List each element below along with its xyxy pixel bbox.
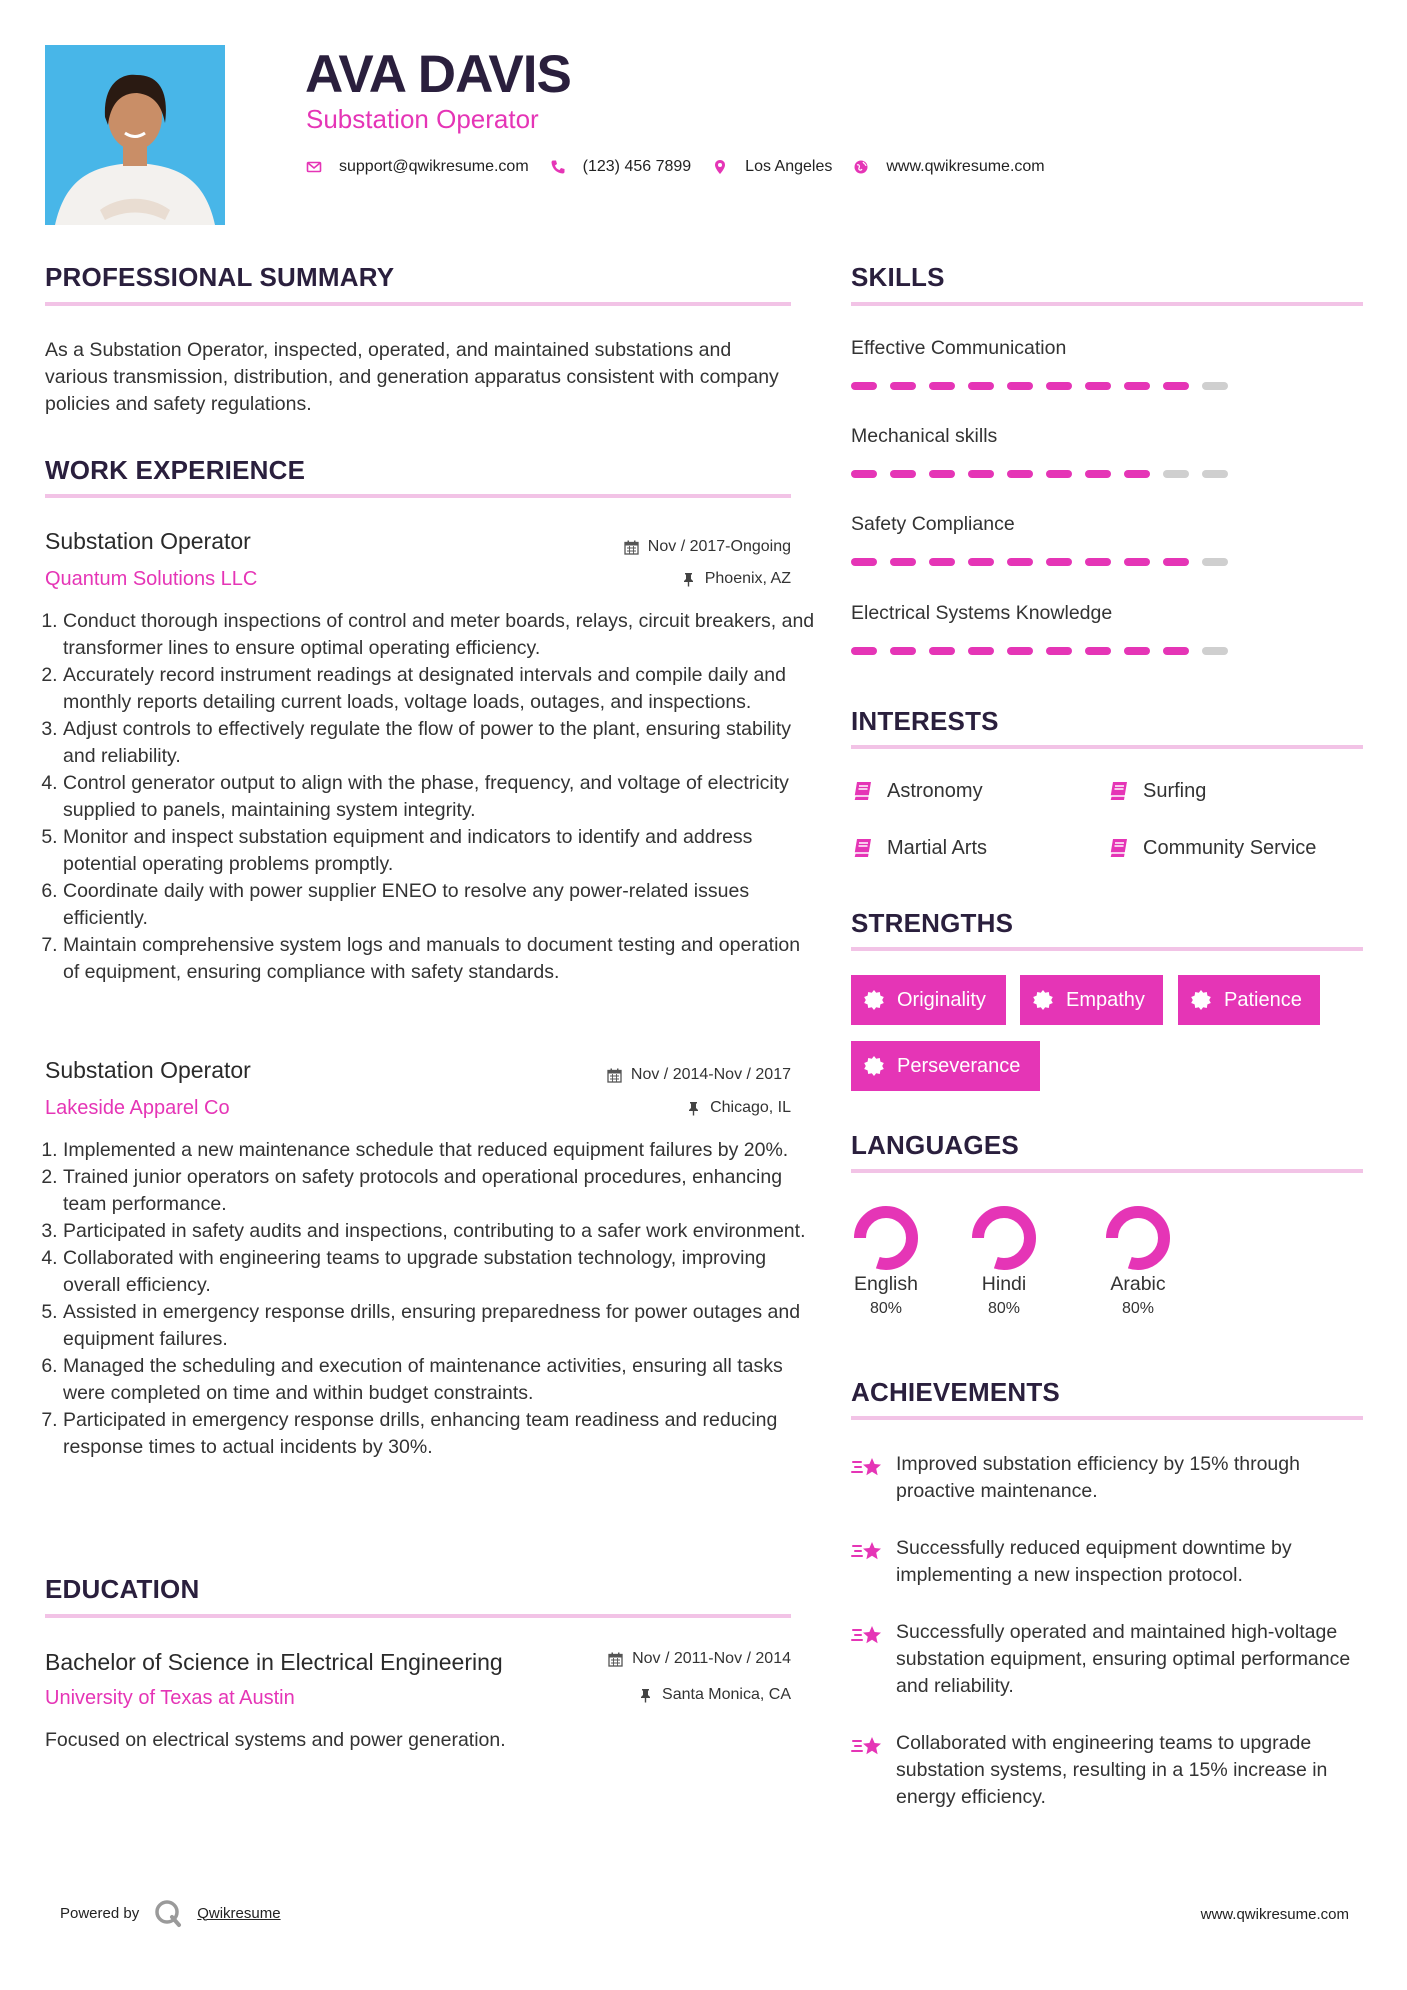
interest-label: Martial Arts bbox=[887, 836, 988, 859]
qwikresume-link[interactable]: Qwikresume bbox=[197, 1904, 281, 1922]
achievement-text: Collaborated with engineering teams to upgrade substation systems, resulting in a 15% increase in energy efficiency. bbox=[896, 1732, 1328, 1808]
interest-item bbox=[1107, 779, 1206, 803]
skill-item bbox=[851, 425, 1241, 478]
strength-label: Patience bbox=[1224, 988, 1302, 1011]
skill-dot-filled bbox=[1085, 470, 1111, 478]
contact-website[interactable] bbox=[852, 158, 1044, 176]
pushpin-icon bbox=[681, 572, 696, 587]
skill-dot-filled bbox=[968, 470, 994, 478]
duty-item: 2. Trained junior operators on safety protocols and operational procedures, enhancing team performance. bbox=[63, 1164, 815, 1218]
strengths-divider bbox=[851, 947, 1363, 951]
duty-item: 7. Maintain comprehensive system logs and manuals to document testing and operation of equipment, ensuring compliance with safety standards. bbox=[63, 932, 815, 986]
language-name: Arabic bbox=[1110, 1273, 1166, 1295]
language-percent: 80% bbox=[869, 1300, 903, 1317]
job-duties-list bbox=[40, 608, 815, 986]
skill-dot-filled bbox=[890, 558, 916, 566]
education-heading: EDUCATION bbox=[45, 1574, 200, 1604]
shooting-star-icon bbox=[851, 1621, 885, 1651]
education-location-text: Santa Monica, CA bbox=[662, 1686, 791, 1703]
phone-icon bbox=[549, 158, 567, 176]
achievement-text: Successfully reduced equipment downtime by implementing a new inspection protocol. bbox=[896, 1537, 1292, 1586]
calendar-icon bbox=[624, 540, 639, 555]
powered-by-label: Powered by bbox=[60, 1904, 140, 1922]
school-name: University of Texas at Austin bbox=[45, 1687, 295, 1709]
job-company: Quantum Solutions LLC bbox=[45, 568, 258, 590]
contact-location bbox=[711, 158, 832, 176]
duty-item: 1. Conduct thorough inspections of control and meter boards, relays, circuit breakers, and transformer lines to ensure optimal operating efficiency. bbox=[63, 608, 815, 662]
language-name: Hindi bbox=[981, 1273, 1027, 1295]
job-dates bbox=[624, 538, 791, 556]
duty-item: 2. Accurately record instrument readings at designated intervals and compile daily and monthly reports detailing current loads, voltage loads, outages, and inspections. bbox=[63, 662, 815, 716]
skills-heading: SKILLS bbox=[851, 262, 945, 292]
globe-icon bbox=[852, 158, 870, 176]
duty-item: 6. Coordinate daily with power supplier ENEO to resolve any power-related issues efficiently. bbox=[63, 878, 815, 932]
skill-dot-filled bbox=[929, 382, 955, 390]
job-location-text: Chicago, IL bbox=[710, 1099, 791, 1116]
summary-divider bbox=[45, 302, 791, 306]
degree-title: Bachelor of Science in Electrical Engineering bbox=[45, 1649, 503, 1675]
skill-dot-filled bbox=[1085, 382, 1111, 390]
book-icon bbox=[851, 779, 875, 803]
language-percent: 80% bbox=[987, 1300, 1021, 1317]
language-progress-ring bbox=[851, 1203, 921, 1273]
skill-dot-filled bbox=[851, 470, 877, 478]
skill-item bbox=[851, 337, 1241, 390]
badge-seal-icon bbox=[863, 989, 885, 1011]
job-company: Lakeside Apparel Co bbox=[45, 1097, 230, 1119]
achievement-text: Successfully operated and maintained high-voltage substation equipment, ensuring optimal performance and reliability. bbox=[896, 1621, 1351, 1697]
candidate-title: Substation Operator bbox=[306, 104, 539, 134]
duty-item: 6. Managed the scheduling and execution of maintenance activities, ensuring all tasks were completed on time and within budget constraints. bbox=[63, 1353, 815, 1407]
strength-label: Perseverance bbox=[897, 1054, 1021, 1077]
strengths-heading: STRENGTHS bbox=[851, 908, 1014, 938]
summary-text: As a Substation Operator, inspected, operated, and maintained substations and various transmission, distribution, and generation apparatus consistent with company policies and safety regulations. bbox=[45, 339, 779, 415]
badge-seal-icon bbox=[863, 1055, 885, 1077]
achievement-item bbox=[851, 1730, 1371, 1811]
skills-divider bbox=[851, 302, 1363, 306]
interest-label: Community Service bbox=[1143, 836, 1317, 859]
job-dates-text: Nov / 2014-Nov / 2017 bbox=[630, 1066, 791, 1083]
job-dates-text: Nov / 2017-Ongoing bbox=[647, 538, 791, 555]
contact-bar bbox=[305, 158, 1065, 176]
skill-dot-filled bbox=[1163, 558, 1189, 566]
candidate-name: AVA DAVIS bbox=[305, 45, 571, 104]
skill-dot-filled bbox=[929, 647, 955, 655]
skill-dot-empty bbox=[1163, 470, 1189, 478]
skill-dot-filled bbox=[1007, 382, 1033, 390]
job-dates bbox=[607, 1066, 791, 1084]
achievement-item bbox=[851, 1619, 1371, 1700]
skill-rating bbox=[851, 558, 1241, 566]
skill-dot-filled bbox=[1124, 470, 1150, 478]
skill-dot-filled bbox=[1163, 382, 1189, 390]
contact-phone-text: (123) 456 7899 bbox=[582, 158, 692, 175]
skill-dot-filled bbox=[1046, 647, 1072, 655]
skill-dot-filled bbox=[929, 558, 955, 566]
interest-item bbox=[851, 836, 987, 860]
contact-location-text: Los Angeles bbox=[745, 158, 833, 175]
book-icon bbox=[1107, 836, 1131, 860]
language-item bbox=[944, 1203, 1064, 1318]
skill-name: Electrical Systems Knowledge bbox=[851, 602, 1113, 624]
job-location-text: Phoenix, AZ bbox=[704, 570, 791, 587]
skill-dot-filled bbox=[1007, 647, 1033, 655]
skill-item bbox=[851, 513, 1241, 566]
skill-dot-filled bbox=[851, 382, 877, 390]
duty-item: 7. Participated in emergency response drills, enhancing team readiness and reducing response times to actual incidents by 30%. bbox=[63, 1407, 815, 1461]
interests-heading: INTERESTS bbox=[851, 706, 999, 736]
skill-name: Safety Compliance bbox=[851, 513, 1015, 535]
qwikresume-logo-icon bbox=[153, 1898, 183, 1928]
skill-dot-filled bbox=[890, 382, 916, 390]
education-location bbox=[638, 1686, 791, 1704]
job-duties-list bbox=[40, 1137, 815, 1461]
language-progress-ring bbox=[969, 1203, 1039, 1273]
education-dates bbox=[608, 1650, 791, 1668]
languages-heading: LANGUAGES bbox=[851, 1130, 1019, 1160]
skill-dot-filled bbox=[851, 647, 877, 655]
language-progress-arc bbox=[860, 1212, 912, 1264]
achievement-item bbox=[851, 1535, 1371, 1589]
achievement-item bbox=[851, 1451, 1371, 1505]
job-location bbox=[686, 1099, 791, 1117]
skill-dot-filled bbox=[1007, 470, 1033, 478]
shooting-star-icon bbox=[851, 1732, 885, 1762]
language-progress-arc bbox=[1112, 1212, 1164, 1264]
skill-dot-filled bbox=[851, 558, 877, 566]
skill-dot-empty bbox=[1202, 382, 1228, 390]
skill-dot-filled bbox=[1046, 558, 1072, 566]
skill-dot-filled bbox=[1124, 558, 1150, 566]
mail-icon bbox=[305, 158, 323, 176]
job-role: Substation Operator bbox=[45, 528, 251, 554]
shooting-star-icon bbox=[851, 1537, 885, 1567]
duty-item: 5. Monitor and inspect substation equipment and indicators to identify and address potential operating problems promptly. bbox=[63, 824, 815, 878]
skill-dot-filled bbox=[890, 470, 916, 478]
skill-dot-filled bbox=[1163, 647, 1189, 655]
languages-divider bbox=[851, 1169, 1363, 1173]
skill-dot-empty bbox=[1202, 470, 1228, 478]
skill-dot-filled bbox=[929, 470, 955, 478]
interests-divider bbox=[851, 745, 1363, 749]
strength-badge bbox=[851, 1041, 1040, 1091]
language-progress-arc bbox=[978, 1212, 1030, 1264]
job-role: Substation Operator bbox=[45, 1057, 251, 1083]
duty-item: 4. Collaborated with engineering teams to upgrade substation technology, improving overall efficiency. bbox=[63, 1245, 815, 1299]
job-location bbox=[681, 570, 791, 588]
education-divider bbox=[45, 1614, 791, 1618]
shooting-star-icon bbox=[851, 1453, 885, 1483]
language-name: English bbox=[854, 1273, 918, 1295]
book-icon bbox=[1107, 779, 1131, 803]
skill-rating bbox=[851, 382, 1241, 390]
interest-label: Astronomy bbox=[887, 779, 983, 802]
skill-name: Mechanical skills bbox=[851, 425, 998, 447]
skill-dot-filled bbox=[1085, 558, 1111, 566]
skill-rating bbox=[851, 647, 1241, 655]
location-pin-icon bbox=[711, 158, 729, 176]
language-percent: 80% bbox=[1121, 1300, 1155, 1317]
skill-dot-filled bbox=[1085, 647, 1111, 655]
book-icon bbox=[851, 836, 875, 860]
contact-email[interactable] bbox=[305, 158, 529, 176]
education-dates-text: Nov / 2011-Nov / 2014 bbox=[632, 1650, 791, 1667]
contact-website-text: www.qwikresume.com bbox=[886, 158, 1045, 175]
interest-item bbox=[851, 779, 983, 803]
language-item bbox=[826, 1203, 946, 1318]
calendar-icon bbox=[608, 1652, 623, 1667]
duty-item: 1. Implemented a new maintenance schedule that reduced equipment failures by 20%. bbox=[63, 1137, 815, 1164]
strength-label: Empathy bbox=[1066, 988, 1145, 1011]
skill-dot-filled bbox=[968, 558, 994, 566]
contact-phone[interactable] bbox=[549, 158, 692, 176]
skill-dot-filled bbox=[968, 647, 994, 655]
skill-dot-empty bbox=[1202, 647, 1228, 655]
footer-url[interactable]: www.qwikresume.com bbox=[1200, 1906, 1349, 1923]
skill-dot-filled bbox=[968, 382, 994, 390]
achievements-divider bbox=[851, 1416, 1363, 1420]
strength-badge bbox=[851, 975, 1006, 1025]
badge-seal-icon bbox=[1190, 989, 1212, 1011]
language-item bbox=[1078, 1203, 1198, 1318]
profile-photo bbox=[45, 45, 225, 225]
skill-item bbox=[851, 602, 1241, 655]
skill-dot-filled bbox=[1124, 382, 1150, 390]
summary-heading: PROFESSIONAL SUMMARY bbox=[45, 262, 395, 292]
footer-powered-by bbox=[60, 1898, 281, 1928]
interest-label: Surfing bbox=[1143, 779, 1207, 802]
interest-item bbox=[1107, 836, 1316, 860]
experience-heading: WORK EXPERIENCE bbox=[45, 455, 306, 485]
experience-divider bbox=[45, 494, 791, 498]
language-progress-ring bbox=[1103, 1203, 1173, 1273]
strength-label: Originality bbox=[897, 988, 986, 1011]
achievement-text: Improved substation efficiency by 15% through proactive maintenance. bbox=[896, 1453, 1300, 1502]
skill-dot-filled bbox=[890, 647, 916, 655]
duty-item: 5. Assisted in emergency response drills, ensuring preparedness for power outages and equipment failures. bbox=[63, 1299, 815, 1353]
skill-dot-empty bbox=[1202, 558, 1228, 566]
badge-seal-icon bbox=[1032, 989, 1054, 1011]
duty-item: 3. Participated in safety audits and inspections, contributing to a safer work environment. bbox=[63, 1218, 815, 1245]
strength-badge bbox=[1178, 975, 1320, 1025]
skill-rating bbox=[851, 470, 1241, 478]
skill-dot-filled bbox=[1124, 647, 1150, 655]
achievements-heading: ACHIEVEMENTS bbox=[851, 1377, 1060, 1407]
duty-item: 4. Control generator output to align with the phase, frequency, and voltage of electricity supplied to panels, maintaining system integrity. bbox=[63, 770, 815, 824]
skill-dot-filled bbox=[1007, 558, 1033, 566]
pushpin-icon bbox=[686, 1101, 701, 1116]
skill-dot-filled bbox=[1046, 470, 1072, 478]
skill-name: Effective Communication bbox=[851, 337, 1067, 359]
contact-email-text: support@qwikresume.com bbox=[339, 158, 529, 175]
duty-item: 3. Adjust controls to effectively regulate the flow of power to the plant, ensuring stability and reliability. bbox=[63, 716, 815, 770]
calendar-icon bbox=[607, 1068, 622, 1083]
skill-dot-filled bbox=[1046, 382, 1072, 390]
education-description: Focused on electrical systems and power generation. bbox=[45, 1729, 506, 1751]
strength-badge bbox=[1020, 975, 1163, 1025]
pushpin-icon bbox=[638, 1688, 653, 1703]
